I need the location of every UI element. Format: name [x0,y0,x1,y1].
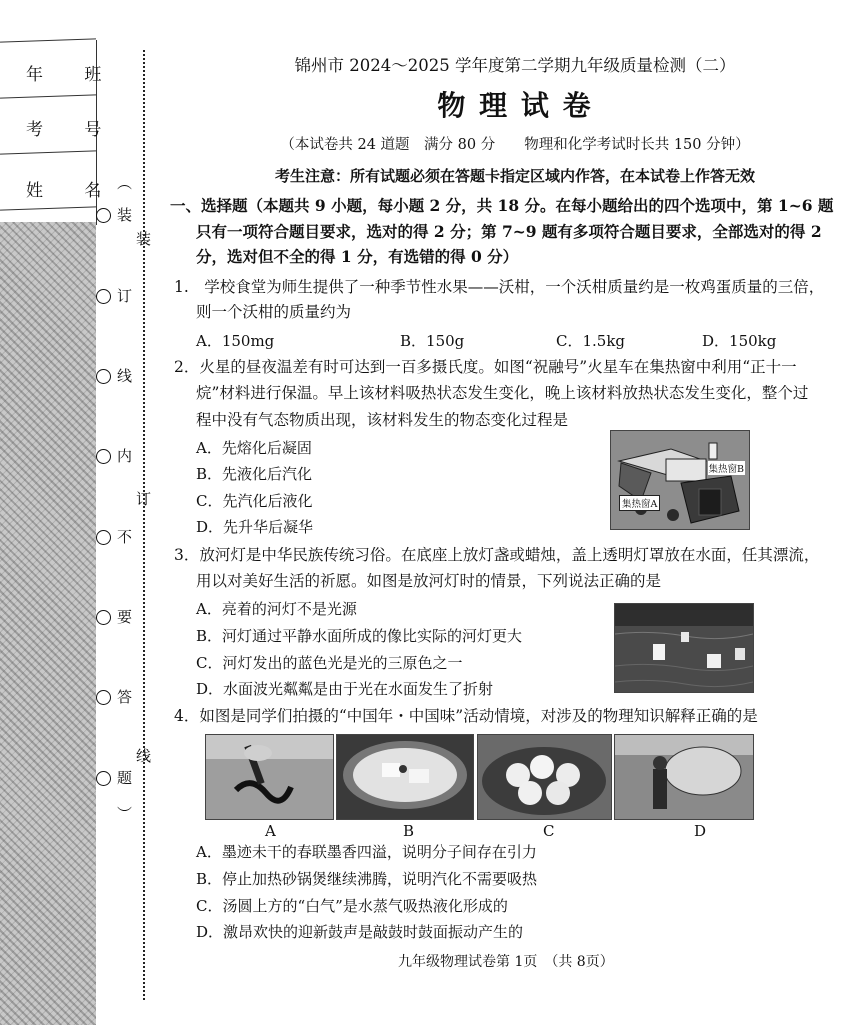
option-d: D．150kg [702,332,777,350]
binding-char: 装 [136,230,152,248]
seal-char: ︶ [117,805,133,823]
river-lantern-illustration [615,604,753,692]
exam-notice: 考生注意：所有试题必须在答题卡指定区域内作答，在本试卷上作答无效 [274,167,755,185]
info-divider [0,150,96,154]
cut-line [143,50,145,1000]
river-lantern-photo [614,603,754,693]
binding-hole [96,289,111,304]
tangyuan-illustration [478,735,611,819]
option-c: C．汤圆上方的“白气”是水蒸气吸热液化形成的 [196,897,508,915]
class-label: 年 班 [26,65,120,85]
option-a: A．墨迹未干的春联墨香四溢，说明分子间存在引力 [196,843,537,861]
claypot-photo [336,734,474,820]
image-caption: A [265,822,276,840]
exam-number-label: 考 号 [26,120,120,140]
tangyuan-photo [477,734,612,820]
option-d: D．激昂欢快的迎新鼓声是敲鼓时鼓面振动产生的 [196,923,524,941]
image-label: 集热窗A [619,495,660,511]
option-b: B．停止加热砂锅煲继续沸腾，说明汽化不需要吸热 [196,870,538,888]
mars-rover-illustration [611,431,749,529]
paper-info: （本试卷共 24 道题 满分 80 分 物理和化学考试时长共 150 分钟） [280,137,750,153]
section-heading-line1: 一、选择题（本题共 9 小题，每小题 2 分，共 18 分。在每小题给出的四个选项中，第 1~6 题 [170,196,834,215]
seal-char: 装 [117,206,133,224]
seal-char: 要 [117,608,133,626]
couplet-photo [205,734,334,820]
binding-hole [96,530,111,545]
seal-char: 内 [117,447,133,465]
info-divider [0,94,96,98]
section-heading-line3: 分，选对但不全的得 1 分，有选错的得 0 分） [196,247,519,266]
seal-char: 题 [117,769,133,787]
option-c: C．先汽化后液化 [196,492,313,510]
seal-char: 线 [117,367,133,385]
question-text: 2．火星的昼夜温差有时可达到一百多摄氏度。如图“祝融号”火星车在集热窗中利用“正十一 [174,358,797,376]
binding-hole [96,771,111,786]
binding-hole [96,449,111,464]
option-c: C．河灯发出的蓝色光是光的三原色之一 [196,654,463,672]
image-caption: C [543,822,555,840]
question-text: 3．放河灯是中华民族传统习俗。在底座上放灯盏或蜡烛，盖上透明灯罩放在水面，任其漂流， [174,546,820,564]
seal-char: ︵ [117,174,133,192]
option-d: D．先升华后凝华 [196,518,314,536]
question-text: 1. 学校食堂为师生提供了一种季节性水果——沃柑，一个沃柑质量约是一枚鸡蛋质量的三倍， [174,278,825,296]
image-caption: D [694,822,707,840]
hatched-margin [0,222,96,1025]
option-b: B．150g [400,332,465,350]
option-c: C．1.5kg [556,332,626,350]
image-label: 集热窗B [708,461,745,475]
name-label: 姓 名 [26,181,120,201]
question-text: 程中没有气态物质出现，该材料发生的物态变化过程是 [196,411,569,429]
drum-illustration [615,735,753,819]
page-footer: 九年级物理试卷第 1页 （共 8页） [398,954,614,970]
image-caption: B [403,822,415,840]
option-a: A．亮着的河灯不是光源 [196,600,357,618]
option-a: A．150mg [196,332,275,350]
question-text: 用以对美好生活的祈愿。如图是放河灯时的情景，下列说法正确的是 [196,572,662,590]
binding-hole [96,369,111,384]
question-text: 烷”材料进行保温。早上该材料吸热状态发生变化，晚上该材料放热状态发生变化，整个过 [196,384,809,402]
section-heading-line2: 只有一项符合题目要求，选对的得 2 分；第 7~9 题有多项符合题目要求，全部选对的得 2 [196,222,822,241]
couplet-illustration [206,735,333,819]
paper-title: 物 理 试 卷 [437,89,593,122]
binding-hole [96,690,111,705]
info-divider [0,38,96,42]
binding-hole [96,208,111,223]
option-a: A．先熔化后凝固 [196,439,312,457]
option-b: B．先液化后汽化 [196,465,313,483]
option-b: B．河灯通过平静水面所成的像比实际的河灯更大 [196,627,523,645]
seal-char: 不 [117,528,133,546]
binding-hole [96,610,111,625]
mars-rover-photo [610,430,750,530]
binding-char: 线 [136,747,152,765]
info-divider [0,206,96,210]
exam-title: 锦州市 2024～2025 学年度第二学期九年级质量检测（二） [294,56,736,75]
question-text: 则一个沃柑的质量约为 [196,303,352,321]
claypot-illustration [337,735,473,819]
drum-photo [614,734,754,820]
question-text: 4．如图是同学们拍摄的“中国年・中国味”活动情境，对涉及的物理知识解释正确的是 [174,707,758,725]
seal-char: 订 [117,287,133,305]
binding-char: 订 [136,490,152,508]
option-d: D．水面波光粼粼是由于光在水面发生了折射 [196,680,494,698]
seal-char: 答 [117,688,133,706]
